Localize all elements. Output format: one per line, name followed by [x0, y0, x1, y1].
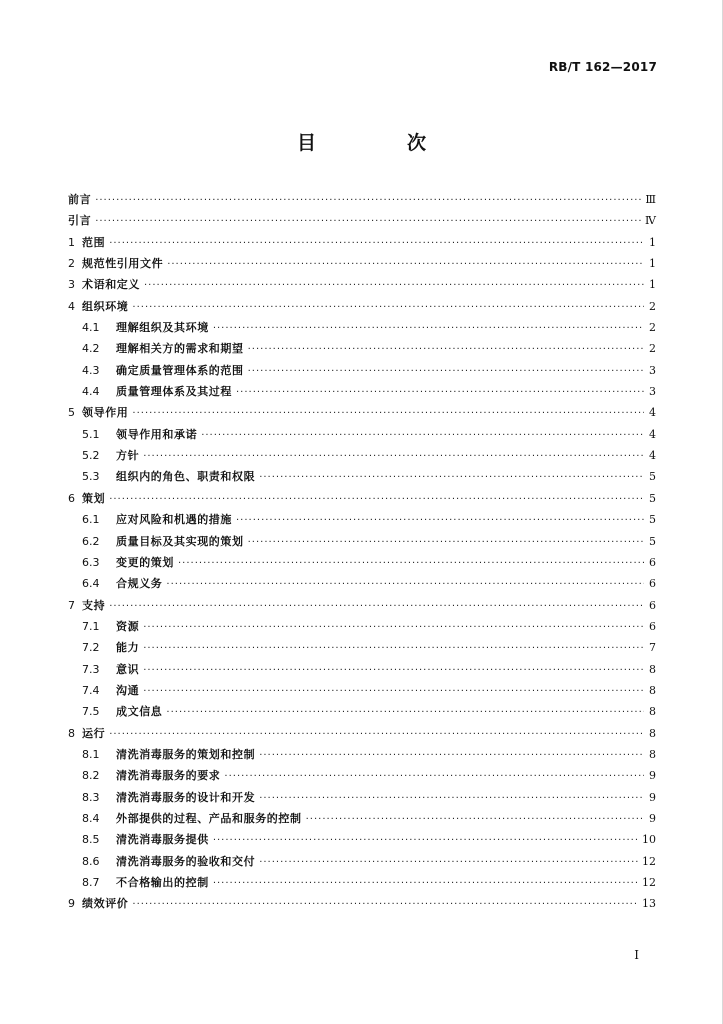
toc-entry[interactable] — [68, 447, 656, 468]
toc-entry-page: 8 — [649, 662, 656, 676]
toc-leader-dots — [167, 259, 644, 270]
toc-entry-number: 1 — [68, 235, 75, 249]
toc-entry-title: 能力 — [116, 641, 140, 655]
toc-entry-page: 3 — [649, 363, 656, 377]
toc-entry[interactable] — [68, 703, 656, 724]
toc-entry-page: 2 — [649, 321, 656, 335]
toc-leader-dots — [143, 686, 644, 697]
toc-entry-number: 4.2 — [82, 342, 100, 356]
toc-entry[interactable] — [68, 340, 656, 361]
toc-entry-title: 绩效评价 — [82, 897, 129, 911]
toc-entry-title: 术语和定义 — [82, 278, 140, 292]
toc-entry-number: 2 — [68, 257, 75, 271]
toc-entry[interactable] — [68, 511, 656, 532]
toc-entry[interactable] — [68, 746, 656, 767]
toc-entry[interactable] — [68, 362, 656, 383]
toc-leader-dots — [178, 558, 644, 569]
toc-entry[interactable] — [68, 234, 656, 255]
toc-entry[interactable] — [68, 874, 656, 895]
toc-entry[interactable] — [68, 426, 656, 447]
toc-entry-title: 前言 — [68, 193, 92, 206]
toc-entry-number: 4 — [68, 299, 75, 313]
toc-entry-number: 8.1 — [82, 747, 100, 761]
toc-entry-number: 8.4 — [82, 811, 100, 825]
toc-leader-dots — [109, 494, 644, 505]
toc-entry-page: 2 — [649, 342, 656, 356]
toc-entry-title: 规范性引用文件 — [82, 257, 164, 271]
page-title: 目 次 — [296, 132, 462, 154]
toc-entry-title: 外部提供的过程、产品和服务的控制 — [116, 811, 302, 825]
toc-entry-number: 4.4 — [82, 385, 100, 399]
toc-entry-title: 资源 — [116, 619, 140, 633]
toc-entry-number: 7.1 — [82, 619, 100, 633]
toc-leader-dots — [109, 601, 644, 612]
toc-entry-title: 意识 — [116, 662, 140, 676]
toc-entry-title: 范围 — [82, 235, 106, 249]
toc-entry[interactable] — [68, 212, 656, 233]
toc-entry[interactable] — [68, 575, 656, 596]
toc-entry-title: 理解相关方的需求和期望 — [116, 342, 244, 356]
toc-entry[interactable] — [68, 255, 656, 276]
toc-leader-dots — [95, 216, 641, 227]
toc-entry-page: 4 — [649, 449, 656, 463]
toc-entry-page: 5 — [649, 491, 656, 505]
toc-entry-page: 1 — [649, 257, 656, 271]
toc-entry-title: 清洗消毒服务的要求 — [116, 769, 221, 783]
toc-entry-number: 7.3 — [82, 662, 100, 676]
toc-entry-number: 4.1 — [82, 321, 100, 335]
toc-entry-number: 8.3 — [82, 790, 100, 804]
toc-entry-page: 9 — [649, 769, 656, 783]
toc-entry-number: 3 — [68, 278, 75, 292]
toc-entry-title: 理解组织及其环境 — [116, 321, 209, 335]
toc-entry-number: 8.5 — [82, 833, 100, 847]
toc-entry-number: 5.2 — [82, 449, 100, 463]
toc-entry-title: 方针 — [116, 449, 140, 463]
toc-entry-title: 运行 — [82, 726, 106, 740]
toc-entry-number: 6.2 — [82, 534, 100, 548]
toc-entry[interactable] — [68, 810, 656, 831]
toc-leader-dots — [143, 665, 644, 676]
toc-entry-title: 确定质量管理体系的范围 — [116, 363, 244, 377]
toc-entry-number: 5.1 — [82, 427, 100, 441]
toc-entry[interactable] — [68, 618, 656, 639]
toc-entry-title: 沟通 — [116, 683, 140, 697]
toc-entry-number: 7.5 — [82, 705, 100, 719]
document-code: RB/T 162—2017 — [548, 60, 657, 74]
toc-entry-number: 6.4 — [82, 577, 100, 591]
toc-leader-dots — [259, 750, 644, 761]
toc-entry-number: 7.4 — [82, 683, 100, 697]
toc-leader-dots — [132, 899, 638, 910]
toc-entry-number: 9 — [68, 897, 75, 911]
toc-entry-page: 9 — [649, 811, 656, 825]
toc-leader-dots — [109, 238, 644, 249]
toc-leader-dots — [143, 451, 644, 462]
toc-entry-number: 5 — [68, 406, 75, 420]
toc-leader-dots — [236, 515, 644, 526]
toc-leader-dots — [306, 814, 644, 825]
toc-entry[interactable] — [68, 554, 656, 575]
toc-leader-dots — [166, 707, 644, 718]
toc-entry[interactable] — [68, 191, 656, 212]
toc-entry[interactable] — [68, 853, 656, 874]
page-number: I — [634, 948, 639, 962]
toc-entry-page: Ⅲ — [645, 193, 656, 206]
toc-entry-title: 领导作用和承诺 — [116, 427, 198, 441]
toc-entry-title: 成文信息 — [116, 705, 163, 719]
toc-entry[interactable] — [68, 597, 656, 618]
toc-leader-dots — [259, 793, 644, 804]
toc-leader-dots — [213, 835, 638, 846]
toc-entry-number: 6.3 — [82, 555, 100, 569]
toc-entry-page: 8 — [649, 705, 656, 719]
toc-leader-dots — [248, 344, 644, 355]
toc-entry-number: 5.3 — [82, 470, 100, 484]
toc-leader-dots — [259, 472, 644, 483]
toc-entry-page: 5 — [649, 534, 656, 548]
toc-entry-page: Ⅳ — [645, 214, 656, 228]
toc-entry[interactable] — [68, 767, 656, 788]
table-of-contents — [68, 191, 656, 917]
toc-leader-dots — [143, 643, 644, 654]
toc-leader-dots — [95, 195, 641, 206]
toc-leader-dots — [213, 878, 638, 889]
toc-entry-title: 引言 — [68, 214, 92, 228]
toc-entry-number: 7.2 — [82, 641, 100, 655]
toc-leader-dots — [143, 622, 644, 633]
toc-entry-title: 质量管理体系及其过程 — [116, 385, 232, 399]
toc-entry-title: 组织内的角色、职责和权限 — [116, 470, 256, 484]
toc-entry[interactable] — [68, 404, 656, 425]
toc-entry[interactable] — [68, 789, 656, 810]
toc-entry[interactable] — [68, 682, 656, 703]
toc-entry-page: 8 — [649, 683, 656, 697]
toc-entry-page: 6 — [649, 598, 656, 612]
toc-entry-title: 应对风险和机遇的措施 — [116, 513, 232, 527]
toc-leader-dots — [248, 366, 644, 377]
toc-leader-dots — [166, 579, 644, 590]
toc-entry-title: 组织环境 — [82, 299, 129, 313]
toc-leader-dots — [132, 408, 644, 419]
toc-entry-title: 策划 — [82, 491, 106, 505]
toc-leader-dots — [144, 280, 644, 291]
toc-entry-number: 8 — [68, 726, 75, 740]
toc-entry[interactable] — [68, 383, 656, 404]
toc-entry[interactable] — [68, 895, 656, 916]
toc-entry[interactable] — [68, 490, 656, 511]
toc-leader-dots — [109, 729, 644, 740]
toc-leader-dots — [213, 323, 644, 334]
toc-entry-page: 7 — [649, 641, 656, 655]
toc-entry-number: 8.7 — [82, 876, 100, 889]
toc-entry-page: 6 — [649, 577, 656, 591]
toc-entry-title: 变更的策划 — [116, 555, 174, 569]
toc-entry-page: 4 — [649, 427, 656, 441]
toc-entry-page: 13 — [642, 897, 656, 911]
toc-entry-page: 12 — [642, 854, 656, 868]
toc-entry-page: 5 — [649, 470, 656, 484]
toc-entry[interactable] — [68, 468, 656, 489]
toc-entry-number: 8.6 — [82, 854, 100, 868]
toc-leader-dots — [201, 430, 644, 441]
toc-entry[interactable] — [68, 831, 656, 852]
toc-entry[interactable] — [68, 298, 656, 319]
toc-entry-number: 7 — [68, 598, 75, 612]
toc-entry-page: 12 — [642, 876, 656, 889]
toc-entry-number: 4.3 — [82, 363, 100, 377]
toc-entry-page: 2 — [649, 299, 656, 313]
toc-entry-title: 质量目标及其实现的策划 — [116, 534, 244, 548]
toc-entry-number: 6 — [68, 491, 75, 505]
toc-leader-dots — [236, 387, 644, 398]
toc-leader-dots — [132, 302, 644, 313]
toc-entry-title: 清洗消毒服务的设计和开发 — [116, 790, 256, 804]
toc-entry[interactable] — [68, 276, 656, 297]
toc-entry-page: 3 — [649, 385, 656, 399]
toc-entry-page: 5 — [649, 513, 656, 527]
toc-entry[interactable] — [68, 319, 656, 340]
toc-entry-page: 6 — [649, 555, 656, 569]
toc-entry[interactable] — [68, 639, 656, 660]
toc-entry-title: 清洗消毒服务提供 — [116, 833, 209, 847]
toc-entry-title: 领导作用 — [82, 406, 129, 420]
toc-entry[interactable] — [68, 533, 656, 554]
toc-entry-title: 清洗消毒服务的验收和交付 — [116, 854, 256, 868]
toc-entry-page: 1 — [649, 278, 656, 292]
toc-entry-page: 8 — [649, 726, 656, 740]
toc-leader-dots — [248, 537, 644, 548]
toc-entry-number: 8.2 — [82, 769, 100, 783]
toc-entry-title: 支持 — [82, 598, 106, 612]
toc-leader-dots — [259, 857, 638, 868]
toc-entry-page: 1 — [649, 235, 656, 249]
toc-entry-number: 6.1 — [82, 513, 100, 527]
toc-entry[interactable] — [68, 725, 656, 746]
toc-entry[interactable] — [68, 661, 656, 682]
toc-entry-page: 10 — [642, 833, 656, 847]
toc-entry-page: 6 — [649, 619, 656, 633]
toc-entry-page: 9 — [649, 790, 656, 804]
toc-entry-page: 4 — [649, 406, 656, 420]
toc-entry-page: 8 — [649, 747, 656, 761]
toc-entry-title: 合规义务 — [116, 577, 163, 591]
toc-leader-dots — [224, 771, 644, 782]
toc-entry-title: 不合格输出的控制 — [116, 876, 209, 889]
toc-entry-title: 清洗消毒服务的策划和控制 — [116, 747, 256, 761]
